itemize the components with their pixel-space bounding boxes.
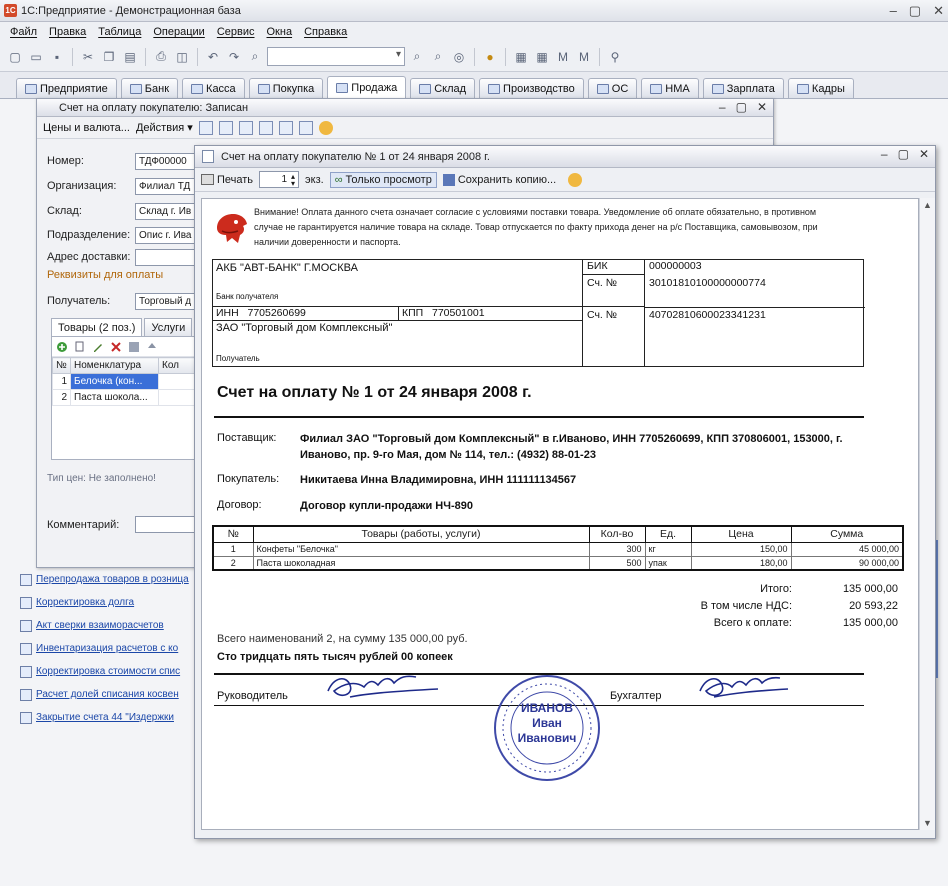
- link-label: Расчет долей списания косвен: [36, 689, 179, 700]
- search-options-icon[interactable]: ◎: [453, 49, 465, 64]
- panel-marker: [934, 586, 948, 609]
- due-label: Всего к оплате:: [713, 617, 792, 629]
- tab-label: Касса: [206, 82, 236, 95]
- find-icon[interactable]: ⌕: [251, 49, 259, 63]
- menu-windows[interactable]: Окна: [266, 26, 293, 38]
- document-icon: [20, 689, 32, 701]
- bik-value: 000000003: [649, 260, 702, 272]
- total-label: Итого:: [760, 583, 792, 595]
- section-icon: [488, 84, 500, 94]
- tab-label: Продажа: [351, 81, 398, 94]
- document-icon: [20, 574, 32, 586]
- tab-services[interactable]: Услуги: [144, 318, 192, 336]
- invoice-title: Счет на оплату № 1 от 24 января 2008 г.: [217, 384, 532, 401]
- window-title: [37, 99, 773, 117]
- document-icon: [202, 150, 214, 163]
- actions-menu-button[interactable]: Действия ▾: [135, 122, 193, 134]
- close-icon[interactable]: ✕: [756, 100, 767, 114]
- grid-toolbar: [52, 337, 198, 357]
- inn-value: 7705260699: [247, 307, 306, 319]
- copy-row-icon[interactable]: [74, 341, 86, 353]
- window-title: [195, 146, 935, 168]
- close-icon[interactable]: ✕: [933, 3, 944, 18]
- recipient-caption: Получатель: [216, 354, 260, 363]
- stamp-line-3: Иванович: [517, 731, 577, 745]
- column-header-price: Цена: [691, 526, 791, 542]
- organization-field[interactable]: Филиал ТД: [135, 178, 195, 195]
- inn-cell: [213, 307, 399, 321]
- copy-icon[interactable]: [239, 121, 253, 135]
- section-icon: [597, 84, 609, 94]
- tab-label: Производство: [503, 82, 575, 95]
- menu-file[interactable]: Файл: [10, 26, 38, 38]
- tab-hr[interactable]: [788, 78, 854, 98]
- corr-account-value: 30101810100000000774: [649, 277, 766, 289]
- section-icon: [650, 84, 662, 94]
- print-toolbar: [195, 168, 935, 192]
- go-icon[interactable]: [259, 121, 273, 135]
- document-icon: [20, 712, 32, 724]
- link-label: Перепродажа товаров в розница: [36, 574, 189, 585]
- help-icon[interactable]: [319, 121, 333, 135]
- copies-value: 1: [281, 174, 288, 185]
- tab-cash[interactable]: [182, 78, 245, 98]
- section-icon: [419, 84, 431, 94]
- due-value: 135 000,00: [842, 617, 898, 629]
- new-doc-icon[interactable]: ▢: [9, 49, 21, 64]
- document-icon: [20, 643, 32, 655]
- prices-currency-button[interactable]: Цены и валюта...: [43, 121, 130, 134]
- cell-number: 1: [53, 374, 71, 390]
- requisites-link[interactable]: Реквизиты для оплаты: [47, 269, 164, 281]
- print-icon: [201, 174, 214, 185]
- cell-qty: 300: [589, 542, 645, 556]
- list-icon[interactable]: [299, 121, 313, 135]
- search-next-icon[interactable]: ⌕: [413, 49, 421, 63]
- panel-marker: [934, 655, 948, 678]
- goods-grid: [52, 357, 198, 406]
- recipient-cell: [213, 321, 583, 367]
- cell-qty[interactable]: [159, 390, 198, 406]
- warehouse-field[interactable]: Склад г. Ив: [135, 203, 195, 220]
- tab-label: Кадры: [811, 82, 845, 95]
- link-debt-adjustment[interactable]: [20, 591, 198, 614]
- menu-service[interactable]: Сервис: [216, 26, 255, 38]
- company-stamp: [492, 673, 602, 783]
- number-label: Номер:: [47, 155, 84, 167]
- payment-notice: Внимание! Оплата данного счета означает согласие с условиями поставки товара. Уведомление об оплате обязательно, в противном случае не гарантируется наличие товара на складе. Товар отпускается по факту прихода денег на р/с Поставщика, самовывозом, при наличии доверенности и паспорта.: [254, 207, 818, 247]
- cell-unit: кг: [645, 542, 691, 556]
- cell-item[interactable]: Паста шокола...: [71, 390, 159, 406]
- column-header-unit: Ед.: [645, 526, 691, 542]
- column-header-sum: Сумма: [791, 526, 903, 542]
- kpp-cell: [399, 307, 583, 321]
- supplier-label: Поставщик:: [217, 432, 277, 444]
- close-icon[interactable]: ✕: [918, 147, 929, 161]
- maximize-icon[interactable]: ▢: [735, 100, 747, 114]
- print-form-window: [194, 145, 936, 839]
- redo-icon[interactable]: ↷: [228, 49, 240, 64]
- accountant-signature: [694, 665, 798, 705]
- warehouse-label: Склад:: [47, 205, 82, 217]
- spreadsheet-document[interactable]: [201, 198, 919, 830]
- cell-price: 180,00: [691, 556, 791, 570]
- column-header-item[interactable]: Номенклатура: [71, 358, 159, 374]
- stepper-arrows-icon[interactable]: ▴ ▾: [291, 171, 296, 188]
- minimize-icon[interactable]: ‒: [718, 100, 726, 114]
- structure-icon[interactable]: [199, 121, 213, 135]
- section-icon: [130, 84, 142, 94]
- title-rule: [214, 416, 864, 418]
- recipient-label: Получатель:: [47, 295, 111, 307]
- tab-goods[interactable]: Товары (2 поз.): [51, 318, 142, 336]
- tab-purchase[interactable]: [249, 78, 324, 98]
- account-label: Сч. №: [583, 307, 645, 367]
- cell-sum: 45 000,00: [791, 542, 903, 556]
- document-icon[interactable]: [219, 121, 233, 135]
- link-close-account-44[interactable]: [20, 706, 198, 729]
- corr-account-label: Сч. №: [583, 275, 645, 307]
- bank-divider: [645, 307, 865, 308]
- comment-label: Комментарий:: [47, 519, 120, 531]
- minimize-icon[interactable]: ‒: [880, 147, 888, 161]
- total-value: 135 000,00: [842, 583, 898, 595]
- info-icon[interactable]: ●: [486, 49, 494, 64]
- table-row: [213, 556, 903, 570]
- end-edit-icon[interactable]: [128, 341, 140, 353]
- panel-marker: [934, 632, 948, 655]
- vertical-scrollbar[interactable]: [919, 198, 935, 830]
- tab-production[interactable]: [479, 78, 584, 98]
- link-resale-retail[interactable]: [20, 568, 198, 591]
- cell-price: 150,00: [691, 542, 791, 556]
- section-icon: [336, 83, 348, 93]
- column-header-qty[interactable]: Кол: [159, 358, 198, 374]
- director-signature: [320, 665, 444, 705]
- section-icon: [797, 84, 809, 94]
- link-indirect-costs[interactable]: [20, 683, 198, 706]
- menu-help[interactable]: Справка: [304, 26, 348, 38]
- undo-icon[interactable]: ↶: [207, 49, 219, 64]
- copy-icon[interactable]: ❐: [103, 49, 115, 64]
- recipient-name: ЗАО "Торговый дом Комплексный": [216, 322, 393, 334]
- toolbar-separator: [599, 48, 600, 66]
- department-label: Подразделение:: [47, 229, 131, 241]
- glasses-icon: ∞: [334, 173, 343, 186]
- tab-label: Банк: [144, 82, 170, 95]
- bank-caption: Банк получателя: [216, 292, 279, 301]
- search-prev-icon[interactable]: ⌕: [434, 49, 442, 63]
- comment-field[interactable]: [135, 516, 199, 533]
- save-copy-label: Сохранить копию...: [457, 173, 557, 186]
- menu-edit[interactable]: Правка: [49, 26, 87, 38]
- maximize-icon[interactable]: ▢: [897, 147, 909, 161]
- panel-marker: [934, 563, 948, 586]
- delivery-address-label: Адрес доставки:: [47, 251, 131, 263]
- cell-goods: Паста шоколадная: [253, 556, 589, 570]
- link-label: Инвентаризация расчетов с ко: [36, 643, 179, 654]
- save-icon: [443, 174, 455, 186]
- tab-salary[interactable]: [703, 78, 784, 98]
- table-row: [213, 542, 903, 556]
- kpp-value: 770501001: [431, 307, 485, 319]
- scroll-up-icon[interactable]: ▲: [923, 200, 932, 210]
- department-field[interactable]: Опис г. Ива: [135, 227, 195, 244]
- cell-number: 2: [213, 556, 253, 570]
- delivery-address-field[interactable]: [135, 249, 195, 266]
- bank-name: АКБ "АВТ-БАНК" Г.МОСКВА: [216, 262, 358, 274]
- bik-label: БИК: [583, 260, 645, 275]
- bank-cell: [213, 260, 583, 307]
- view-only-toggle[interactable]: [330, 172, 437, 188]
- menu-table[interactable]: Таблица: [98, 26, 142, 38]
- tab-enterprise[interactable]: [16, 78, 117, 98]
- print-icon[interactable]: ⎙: [156, 49, 166, 63]
- window-title-text: Счет на оплату покупателю № 1 от 24 января 2008 г.: [221, 150, 490, 163]
- items-summary: Всего наименований 2, на сумму 135 000,00 руб.: [217, 633, 468, 645]
- supplier-value: Филиал ЗАО "Торговый дом Комплексный" в г.Иваново, ИНН 7705260699, КПП 370806001, 153000, г. Иваново, пр. 9-го Мая, дом № 114, тел.: (4932) 88-01-23: [300, 433, 843, 461]
- organization-label: Организация:: [47, 180, 117, 192]
- bank-requisites: [212, 259, 864, 367]
- cell-unit: упак: [645, 556, 691, 570]
- window-buttons: [881, 147, 929, 161]
- inn-label: ИНН: [216, 307, 239, 319]
- section-icon: [191, 84, 203, 94]
- column-header-number[interactable]: №: [53, 358, 71, 374]
- company-logo-icon: [214, 211, 250, 245]
- cell-item[interactable]: Белочка (кон...: [71, 374, 159, 390]
- copies-unit: экз.: [305, 173, 324, 186]
- link-label: Корректировка долга: [36, 597, 135, 608]
- column-header-qty: Кол-во: [589, 526, 645, 542]
- minimize-icon[interactable]: ‒: [889, 3, 897, 18]
- view-only-label: Только просмотр: [345, 173, 432, 186]
- tab-label: ОС: [611, 82, 629, 95]
- link-inventory-settlements[interactable]: [20, 637, 198, 660]
- tab-label: Склад: [434, 82, 467, 95]
- buyer-value: Никитаева Инна Владимировна, ИНН 111111134567: [300, 474, 577, 486]
- actions-panel: [20, 568, 198, 729]
- calendar-icon[interactable]: ▦: [536, 49, 548, 64]
- mplus-icon[interactable]: M: [558, 49, 568, 64]
- help-icon[interactable]: [568, 173, 582, 187]
- amount-in-words: Сто тридцать пять тысяч рублей 00 копеек: [217, 651, 453, 663]
- link-label: Корректировка стоимости спис: [36, 666, 181, 677]
- preview-icon[interactable]: ◫: [176, 49, 188, 64]
- document-icon: [20, 620, 32, 632]
- menu-bar: [0, 22, 948, 42]
- toolbar-separator: [474, 48, 475, 66]
- print-button-label: Печать: [217, 173, 254, 186]
- goods-grid-panel: [51, 336, 199, 460]
- panel-marker: [934, 609, 948, 632]
- tab-fixed-assets[interactable]: [588, 78, 638, 98]
- column-header-number: №: [213, 526, 253, 542]
- stamp-line-1: ИВАНОВ: [520, 701, 574, 715]
- link-label: Закрытие счета 44 "Издержки: [36, 712, 174, 723]
- tab-bank[interactable]: [121, 78, 178, 98]
- items-table: [212, 525, 904, 571]
- cell-sum: 90 000,00: [791, 556, 903, 570]
- calculator-icon[interactable]: ▦: [515, 49, 527, 64]
- menu-operations[interactable]: Операции: [153, 26, 205, 38]
- link-label: Акт сверки взаиморасчетов: [36, 620, 164, 631]
- cell-number: 1: [213, 542, 253, 556]
- mminus-icon[interactable]: M: [579, 49, 589, 64]
- vat-value: 20 593,22: [849, 600, 898, 612]
- price-type-label[interactable]: Тип цен: Не заполнено!: [47, 473, 156, 484]
- cell-qty[interactable]: [159, 374, 198, 390]
- toolbar-separator: [72, 48, 73, 66]
- tab-sales[interactable]: [327, 76, 406, 98]
- section-icon: [25, 84, 37, 94]
- contract-value: Договор купли-продажи НЧ-890: [300, 500, 473, 512]
- toolbar-separator: [505, 48, 506, 66]
- right-panel-strip: [934, 540, 948, 720]
- contract-label: Договор:: [217, 499, 262, 511]
- cell-goods: Конфеты "Белочка": [253, 542, 589, 556]
- document-icon: [20, 666, 32, 678]
- journal-icon[interactable]: [279, 121, 293, 135]
- cut-icon[interactable]: ✂: [82, 49, 94, 64]
- search-combobox[interactable]: [267, 47, 405, 66]
- app-title: 1С:Предприятие - Демонстрационная база: [21, 4, 241, 17]
- open-icon[interactable]: ▭: [30, 49, 42, 64]
- section-icon: [712, 84, 724, 94]
- toolbar-separator: [197, 48, 198, 66]
- link-cost-adjustment[interactable]: [20, 660, 198, 683]
- table-row[interactable]: [53, 390, 198, 406]
- paste-icon[interactable]: ▤: [124, 49, 136, 64]
- tab-label: Зарплата: [726, 82, 775, 95]
- delete-row-icon[interactable]: [110, 341, 122, 353]
- document-icon: [20, 597, 32, 609]
- number-field[interactable]: ТДФ00000: [135, 153, 195, 170]
- move-up-icon[interactable]: [146, 341, 158, 353]
- edit-row-icon[interactable]: [92, 341, 104, 353]
- main-toolbar: [0, 42, 948, 72]
- tab-warehouse[interactable]: [410, 78, 475, 98]
- save-copy-button[interactable]: [443, 174, 556, 186]
- tab-label: Покупка: [272, 82, 315, 95]
- kpp-label: КПП: [402, 307, 424, 319]
- window-buttons: [719, 100, 767, 114]
- link-reconciliation[interactable]: [20, 614, 198, 637]
- stamp-line-2: Иван: [532, 716, 562, 730]
- add-row-icon[interactable]: [56, 341, 68, 353]
- section-icon: [258, 84, 270, 94]
- cell-number: 2: [53, 390, 71, 406]
- window-controls: [890, 3, 944, 19]
- app-titlebar: [0, 0, 948, 22]
- cell-qty: 500: [589, 556, 645, 570]
- section-tabs: [0, 76, 948, 98]
- buyer-label: Покупатель:: [217, 473, 280, 485]
- table-row[interactable]: [53, 374, 198, 390]
- panel-marker: [934, 540, 948, 563]
- scroll-down-icon[interactable]: ▼: [923, 818, 932, 828]
- recipient-field[interactable]: Торговый д: [135, 293, 195, 310]
- tools-icon[interactable]: ⚲: [610, 49, 620, 64]
- items-tabs: [51, 318, 192, 336]
- window-title-text: Счет на оплату покупателю: Записан: [59, 101, 249, 114]
- account-value: 40702810600023341231: [649, 309, 766, 321]
- column-header-goods: Товары (работы, услуги): [253, 526, 589, 542]
- accountant-label: Бухгалтер: [610, 690, 662, 702]
- app-logo-icon: 1С: [5, 6, 16, 15]
- tab-label: НМА: [665, 82, 690, 95]
- toolbar-separator: [145, 48, 146, 66]
- maximize-icon[interactable]: ▢: [908, 3, 922, 18]
- tab-label: Предприятие: [40, 82, 108, 95]
- print-button[interactable]: [201, 174, 253, 186]
- save-icon[interactable]: ▪: [54, 49, 60, 64]
- director-label: Руководитель: [217, 690, 288, 702]
- form-toolbar: [37, 117, 773, 139]
- tab-intangibles[interactable]: [641, 78, 698, 98]
- copies-stepper[interactable]: [259, 171, 299, 188]
- vat-label: В том числе НДС:: [700, 600, 792, 612]
